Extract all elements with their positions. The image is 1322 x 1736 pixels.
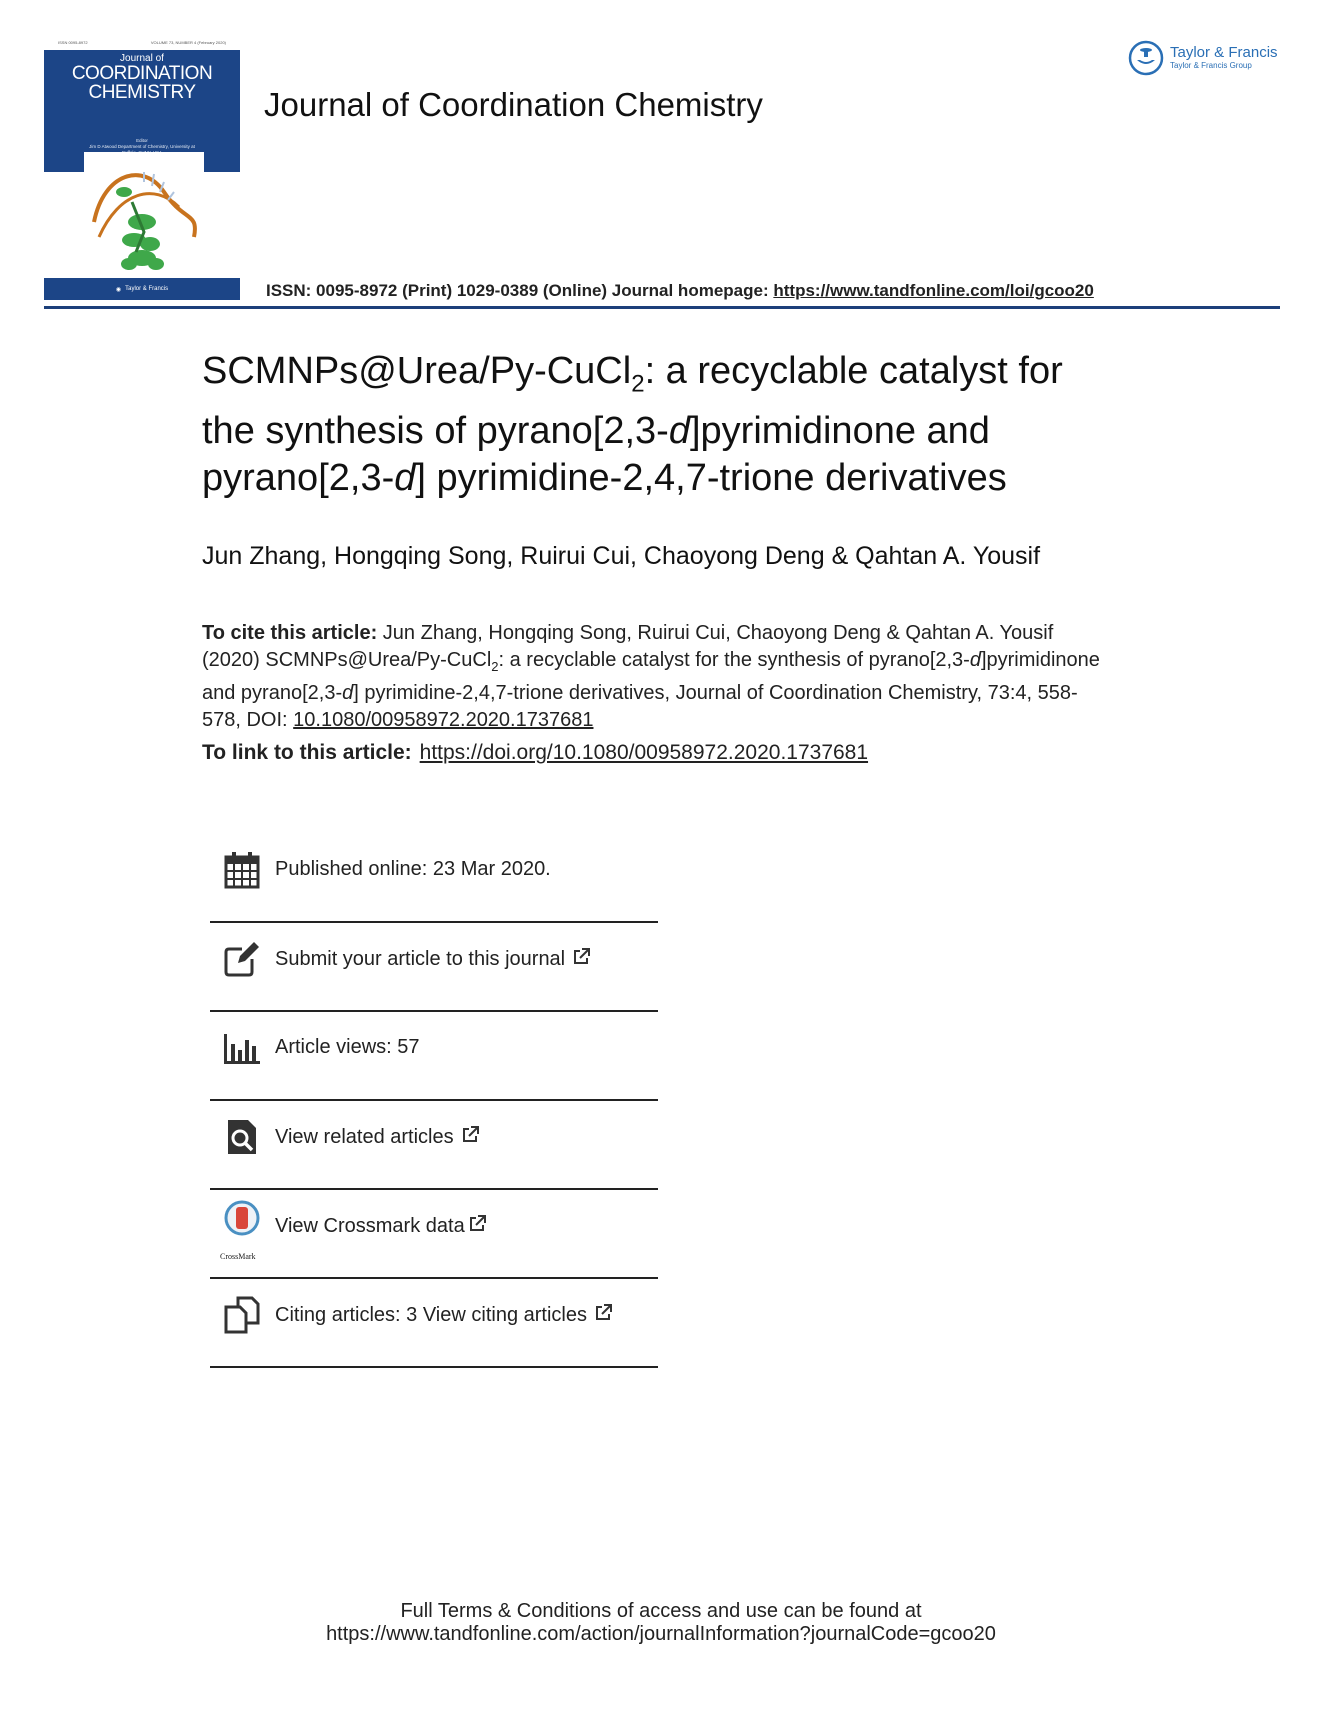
issn-line: [266, 281, 1094, 301]
article-doi-url[interactable]: https://doi.org/10.1080/00958972.2020.1737681: [419, 741, 869, 764]
article-views: Article views: 57: [275, 1036, 420, 1058]
footer-terms-link[interactable]: https://www.tandfonline.com/action/journalInformation?journalCode=gcoo20: [326, 1623, 996, 1645]
cover-journal-of: Journal of: [120, 53, 164, 64]
related-articles-link[interactable]: View related articles: [275, 1126, 454, 1148]
published-date: Published online: 23 Mar 2020.: [275, 858, 551, 880]
crossmark-icon: [222, 1200, 262, 1248]
title-text: the synthesis of pyrano[2,3-: [202, 409, 669, 452]
crossmark-badge-text: CrossMark: [220, 1252, 256, 1261]
title-text: pyrano[2,3-: [202, 456, 395, 499]
journal-cover: [44, 40, 240, 300]
external-link-icon: [593, 1303, 613, 1323]
published-row: [210, 834, 658, 923]
article-authors: Jun Zhang, Hongqing Song, Ruirui Cui, Chaoyong Deng & Qahtan A. Yousif: [202, 542, 1041, 570]
article-meta-list: [210, 834, 658, 1368]
citing-articles-row[interactable]: [210, 1279, 658, 1368]
footer-terms: [0, 1600, 1322, 1646]
cover-publisher-band: [44, 278, 240, 300]
cover-name-line1: COORDINATION: [71, 63, 213, 84]
issn-text: ISSN: 0095-8972 (Print) 1029-0389 (Online) Journal homepage:: [266, 281, 769, 300]
title-italic: d: [668, 409, 690, 452]
article-title: [202, 348, 1102, 502]
cover-name-line2: CHEMISTRY: [88, 82, 196, 103]
cover-title-band: [44, 50, 240, 134]
citation-text: Jun Zhang, Hongqing Song, Ruirui Cui, Chaoyong Deng & Qahtan A. Yousif (2020) SCMNPs@Urea/Py-CuCl: [202, 622, 1054, 671]
citation-subscript: 2: [491, 658, 499, 674]
citation-italic: d: [342, 682, 354, 704]
title-text: ] pyrimidine-2,4,7-trione derivatives: [415, 456, 1007, 499]
crossmark-row[interactable]: [210, 1190, 658, 1279]
citation-text: ] pyrimidine-2,4,7-trione derivatives, Journal of Coordination Chemistry, 73:4, 558-578, DOI:: [202, 682, 1078, 731]
calendar-icon: [222, 850, 262, 890]
related-articles-row[interactable]: [210, 1101, 658, 1190]
article-link-line: [202, 741, 868, 765]
publisher-logo-icon: [1128, 40, 1164, 76]
external-link-icon: [467, 1214, 487, 1234]
cover-editor-label: Editor: [136, 138, 148, 143]
title-text: SCMNPs@Urea/Py-CuCl: [202, 350, 632, 392]
external-link-icon: [571, 947, 591, 967]
article-views-row: [210, 1012, 658, 1101]
title-subscript: 2: [631, 370, 645, 398]
citation-text: ]pyrimidinone and pyrano[2,3-: [202, 648, 1100, 704]
citation-italic: d: [969, 648, 981, 671]
header-divider: [44, 306, 1280, 309]
submit-article-row[interactable]: [210, 923, 658, 1012]
crossmark-link[interactable]: View Crossmark data: [275, 1215, 465, 1237]
title-text: ]pyrimidinone and: [689, 409, 990, 452]
external-link-icon: [460, 1125, 480, 1145]
citation-doi-link[interactable]: 10.1080/00958972.2020.1737681: [293, 708, 594, 731]
edit-icon: [222, 939, 262, 979]
cover-molecule-illustration: [84, 152, 204, 282]
cover-editor-text: Jim D Atwood Department of Chemistry, University at: [89, 144, 195, 149]
publisher-logo[interactable]: [1128, 40, 1278, 76]
cover-publisher-icon: ◉: [115, 286, 122, 293]
cover-issn: ISSN 0095-8972: [58, 40, 88, 45]
title-text: : a recyclable catalyst for: [644, 350, 1063, 392]
journal-homepage-link[interactable]: https://www.tandfonline.com/loi/gcoo20: [773, 281, 1094, 300]
copy-documents-icon: [222, 1295, 262, 1335]
citation-label: To cite this article:: [202, 622, 378, 644]
journal-title: Journal of Coordination Chemistry: [264, 86, 763, 123]
publisher-group: Taylor & Francis Group: [1170, 61, 1252, 70]
citing-articles-link[interactable]: Citing articles: 3 View citing articles: [275, 1304, 587, 1326]
citation-block: [202, 620, 1102, 733]
publisher-name: Taylor & Francis: [1170, 44, 1278, 61]
cover-publisher: Taylor & Francis: [125, 286, 169, 292]
citation-text: : a recyclable catalyst for the synthesis of pyrano[2,3-: [498, 648, 970, 671]
article-link-label: To link to this article:: [202, 741, 412, 764]
footer-line1: Full Terms & Conditions of access and use can be found at: [400, 1600, 922, 1622]
cover-volume: VOLUME 73, NUMBER 4 (February 2020): [150, 40, 226, 45]
title-italic: d: [394, 456, 416, 499]
bar-chart-icon: [222, 1028, 262, 1068]
submit-article-link[interactable]: Submit your article to this journal: [275, 948, 566, 970]
search-document-icon: [222, 1117, 262, 1157]
